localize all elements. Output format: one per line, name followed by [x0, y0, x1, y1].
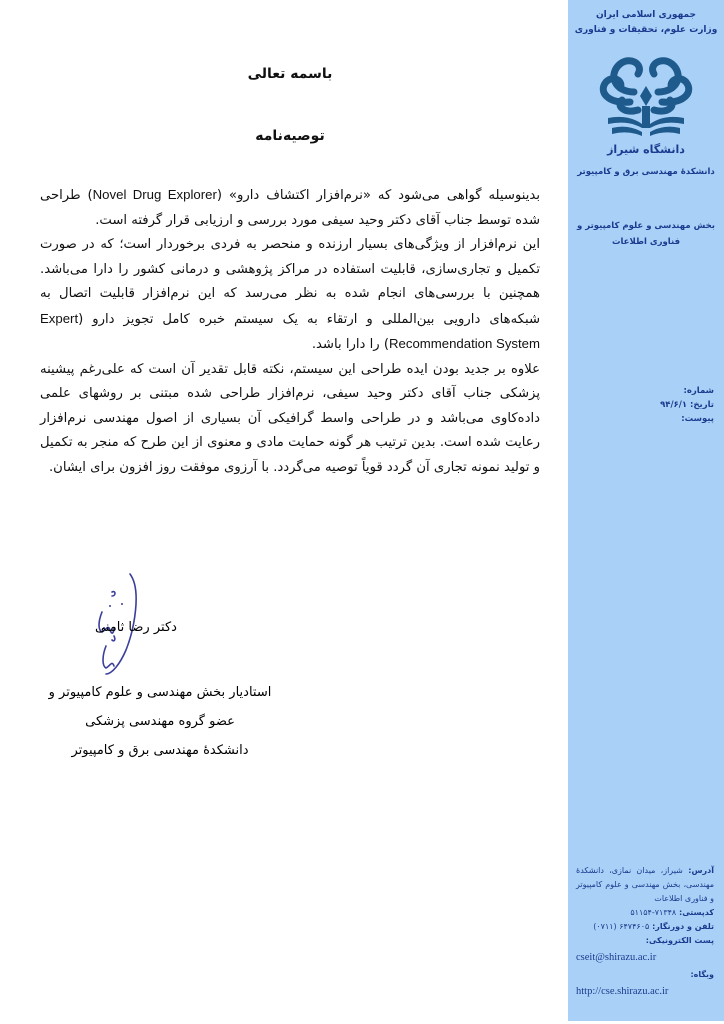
department-name [568, 218, 724, 250]
signer-name: دکتر رضا ثامنی [95, 620, 177, 635]
paragraph-1-part-a: بدینوسیله گواهی می‌شود که «نرم‌افزار اکتشاف دارو» ( [216, 188, 540, 203]
software-name-english: Novel Drug Explorer [92, 187, 217, 202]
phone-label: تلفن و دورنگار: [652, 922, 714, 931]
date-value: ۹۴/۶/۱ [660, 400, 688, 410]
letterhead-sidebar [568, 0, 724, 1021]
letter-meta [660, 384, 714, 426]
attachment-label: پیوست: [681, 414, 714, 424]
faculty-name: دانشکدهٔ مهندسی برق و کامپیوتر [577, 167, 715, 177]
attachment-field [660, 412, 714, 426]
address [576, 864, 714, 906]
email-label: پست الکترونیکی: [645, 936, 714, 945]
web-label: وبگاه: [690, 970, 714, 979]
email-link[interactable]: cseit@shirazu.ac.ir [576, 952, 657, 963]
date-field [660, 398, 714, 412]
phone-value: ۶۴۷۴۶۰۵ (۰۷۱۱) [593, 922, 650, 931]
postal-code [576, 906, 714, 920]
address-label: آدرس: [688, 866, 714, 875]
signer-title-line-2: عضو گروه مهندسی پزشکی [85, 714, 235, 729]
paragraph-1 [40, 183, 540, 233]
address-value: شیراز، میدان نمازی، دانشکدهٔ مهندسی، بخش مهندسی و علوم کامپیوتر و فناوری اطلاعات [576, 866, 714, 903]
country-name: جمهوری اسلامی ایران [595, 10, 697, 20]
university-logo-icon [594, 52, 698, 138]
contact-info [576, 864, 714, 1002]
university-name: دانشگاه شیراز [607, 143, 685, 156]
signer-titles [20, 678, 300, 765]
postal-label: کدپستی: [679, 908, 714, 917]
paragraph-2-part-b: ) را دارا باشد. [311, 337, 389, 352]
paragraph-3: علاوه بر جدید بودن ایده طراحی این سیستم، نکته قابل تقدیر آن است که علی‌رغم پیشینه پزشکی جناب آقای دکتر وحید سیفی، نرم‌افزار طراحی شده مبتنی بر روشهای علمی داده‌کاوی می‌باشد و در طراحی واسط گرافیکی آن بسیاری از اصول مهندسی نرم‌افزار رعایت شده است. بدین ترتیب هر گونه حمایت مادی و معنوی از این طرح که منجر به تکمیل و تولید نمونه تجاری آن گردد قویاً توصیه می‌گردد. با آرزوی موفقت روز افزون برای ایشان. [40, 361, 540, 475]
paragraph-1-part-b: ) طراحی شده توسط جناب آقای دکتر وحید سیفی مورد بررسی و ارزیابی قرار گرفته است. [40, 188, 540, 228]
department-line-1: بخش مهندسی و علوم کامپیوتر و [577, 221, 715, 231]
web-link[interactable]: http://cse.shirazu.ac.ir [576, 986, 669, 997]
date-label: تاریخ: [690, 400, 714, 410]
paragraph-2 [40, 233, 540, 358]
phone [576, 920, 714, 934]
postal-value: ۷۱۳۴۸-۵۱۱۵۴ [630, 908, 677, 917]
ministry-name: وزارت علوم، تحقیقات و فناوری [574, 25, 718, 35]
letter-title: توصیه‌نامه [255, 128, 325, 144]
signer-title-line-1: استادیار بخش مهندسی و علوم کامپیوتر و [48, 685, 272, 700]
signer-title-line-3: دانشکدهٔ مهندسی برق و کامپیوتر [71, 743, 249, 758]
paragraph-2-part-a: این نرم‌افزار از ویژگی‌های بسیار ارزنده و منحصر به فردی برخوردار است؛ که در صورت تکمیل و تجاری‌سازی، قابلیت استفاده در مراکز پژوهشی و درمانی کشور را دارا می‌باشد. همچنین با بررسی‌های انجام شده به نظر می‌رسد که این نرم‌افزار قابلیت اتصال به شبکه‌های دارویی بین‌المللی و ارتقاء به یک سیستم خبره کامل تجویز دارو ( [40, 237, 540, 327]
number-label: شماره: [683, 386, 714, 396]
department-line-2: فناوری اطلاعات [611, 237, 681, 247]
letter-text [40, 183, 540, 480]
government-header [568, 8, 724, 38]
system-name-english: Expert Recommendation System [40, 310, 540, 351]
invocation-heading: باسمه تعالی [247, 66, 333, 82]
number-field [660, 384, 714, 398]
